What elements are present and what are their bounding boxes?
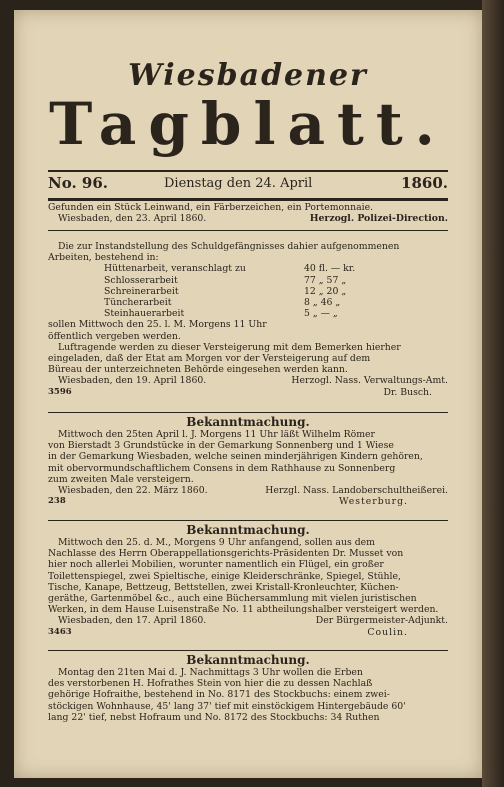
notice-text: Mittwoch den 25ten April l. J. Morgens 11 Uhr läßt Wilhelm Römer [58, 429, 375, 440]
divider [48, 520, 448, 521]
issue-date: Dienstag den 24. April [164, 176, 313, 191]
issue-year: 1860. [401, 174, 448, 192]
notice-text: Luftragende werden zu dieser Versteigerung mit dem Bemerken hierher [58, 341, 401, 353]
issue-row [48, 174, 448, 198]
notice-text: hier noch allerlei Mobilien, worunter namentlich ein Flügel, ein großer [48, 559, 384, 571]
divider [48, 412, 448, 413]
notice-house-sale [48, 653, 448, 723]
work-item-price: 77 „ 57 „ [304, 274, 347, 286]
notice-text: Toilettenspiegel, zwei Spieltische, einige Kleiderschränke, Spiegel, Stühle, [48, 570, 401, 582]
notice-text: öffentlich vergeben werden. [48, 330, 181, 342]
notice-heading: Bekanntmachung. [186, 653, 310, 667]
notice-text: Mittwoch den 25. d. M., Morgens 9 Uhr anfangend, sollen aus dem [58, 537, 375, 548]
newspaper-page [14, 10, 482, 778]
notice-text: von Bierstadt 3 Grundstücke in der Gemarkung Sonnenberg und 1 Wiese [48, 440, 394, 452]
work-item-price: 5 „ — „ [304, 308, 338, 320]
notice-text: zum zweiten Male versteigern. [48, 473, 194, 485]
notice-text: lang 22' tief, nebst Hofraum und No. 8172 des Stockbuchs: 34 Ruthen [48, 711, 380, 723]
place-date: Wiesbaden, den 19. April 1860. [58, 375, 207, 387]
signature: Westerburg. [338, 496, 408, 508]
work-item-label: Hüttenarbeit, veranschlagt zu [104, 263, 246, 275]
rule-top [48, 170, 448, 172]
notice-prison-works [48, 241, 448, 398]
signature: Dr. Busch. [383, 386, 432, 398]
notice-number: 3596 [48, 386, 72, 397]
notice-text: Die zur Instandstellung des Schuldgefängnisses dahier aufgenommenen [58, 241, 400, 252]
office-name: Herzogl. Polizei-Direction. [309, 213, 448, 225]
rule-issue [48, 198, 448, 201]
notice-number: 238 [48, 496, 66, 507]
notice-text: Gefunden ein Stück Leinwand, ein Färberzeichen, ein Portemonnaie. [48, 202, 374, 213]
notice-text: Büreau der unterzeichneten Behörde eingesehen werden kann. [48, 364, 348, 376]
place-date: Wiesbaden, den 17. April 1860. [58, 615, 207, 627]
notice-text: geräthe, Gartenmöbel &c., auch eine Büchersammlung mit vielen juristischen [48, 593, 417, 605]
masthead-title: Tagblatt. [49, 90, 447, 158]
notice-text: Tische, Kanape, Bettzeug, Bettstellen, zwei Kristall-Kronleuchter, Küchen- [48, 581, 399, 593]
notice-heading: Bekanntmachung. [186, 415, 310, 429]
notice-found-items [48, 202, 448, 224]
work-item-label: Tüncherarbeit [104, 296, 172, 308]
notice-text: sollen Mittwoch den 25. l. M. Morgens 11 Uhr [48, 319, 267, 331]
notice-number: 3463 [48, 626, 72, 637]
office-name: Herzgl. Nass. Landoberschultheißerei. [265, 485, 448, 497]
work-item-price: 8 „ 46 „ [304, 296, 341, 308]
notice-text: gehörige Hofraithe, bestehend in No. 8171 des Stockbuchs: einem zwei- [48, 689, 390, 701]
place-date: Wiesbaden, den 23. April 1860. [58, 213, 207, 225]
divider [48, 650, 448, 651]
masthead-city: Wiesbadener [128, 58, 368, 93]
notice-text: eingeladen, daß der Etat am Morgen vor der Versteigerung auf dem [48, 352, 371, 364]
notice-text: Montag den 21ten Mai d. J. Nachmittags 3 Uhr wollen die Erben [58, 667, 363, 678]
notice-heading: Bekanntmachung. [186, 523, 310, 537]
book-edge [482, 0, 504, 787]
work-item-label: Schlosserarbeit [104, 274, 178, 286]
notice-text: Nachlasse des Herrn Oberappellationsgerichts-Präsidenten Dr. Musset von [48, 548, 404, 560]
notice-text: des verstorbenen H. Hofrathes Stein von hier die zu dessen Nachlaß [48, 678, 373, 690]
notice-text: mit obervormundschaftlichem Consens in dem Rathhause zu Sonnenberg [48, 462, 396, 474]
signature: Coulin. [367, 626, 408, 638]
notice-text: in der Gemarkung Wiesbaden, welche seinen minderjährigen Kindern gehören, [48, 451, 423, 463]
notice-text: Werken, in dem Hause Luisenstraße No. 11 abtheilungshalber versteigert werden. [48, 604, 439, 616]
notice-text: stöckigen Wohnhause, 45' lang 37' tief mit einstöckigem Hintergebäude 60' [48, 700, 406, 712]
office-name: Herzogl. Nass. Verwaltungs-Amt. [291, 375, 448, 387]
place-date: Wiesbaden, den 22. März 1860. [58, 485, 208, 497]
divider [48, 230, 448, 231]
issue-number: No. 96. [48, 174, 108, 192]
office-name: Der Bürgermeister-Adjunkt. [315, 615, 448, 627]
work-item-label: Schreinerarbeit [104, 285, 179, 297]
work-item-price: 40 fl. — kr. [304, 263, 356, 275]
notice-land-auction [48, 415, 448, 507]
notice-estate-auction [48, 523, 448, 638]
notice-text: Arbeiten, bestehend in: [48, 252, 159, 264]
work-item-price: 12 „ 20 „ [304, 285, 347, 297]
work-item-label: Steinhauerarbeit [104, 308, 185, 320]
